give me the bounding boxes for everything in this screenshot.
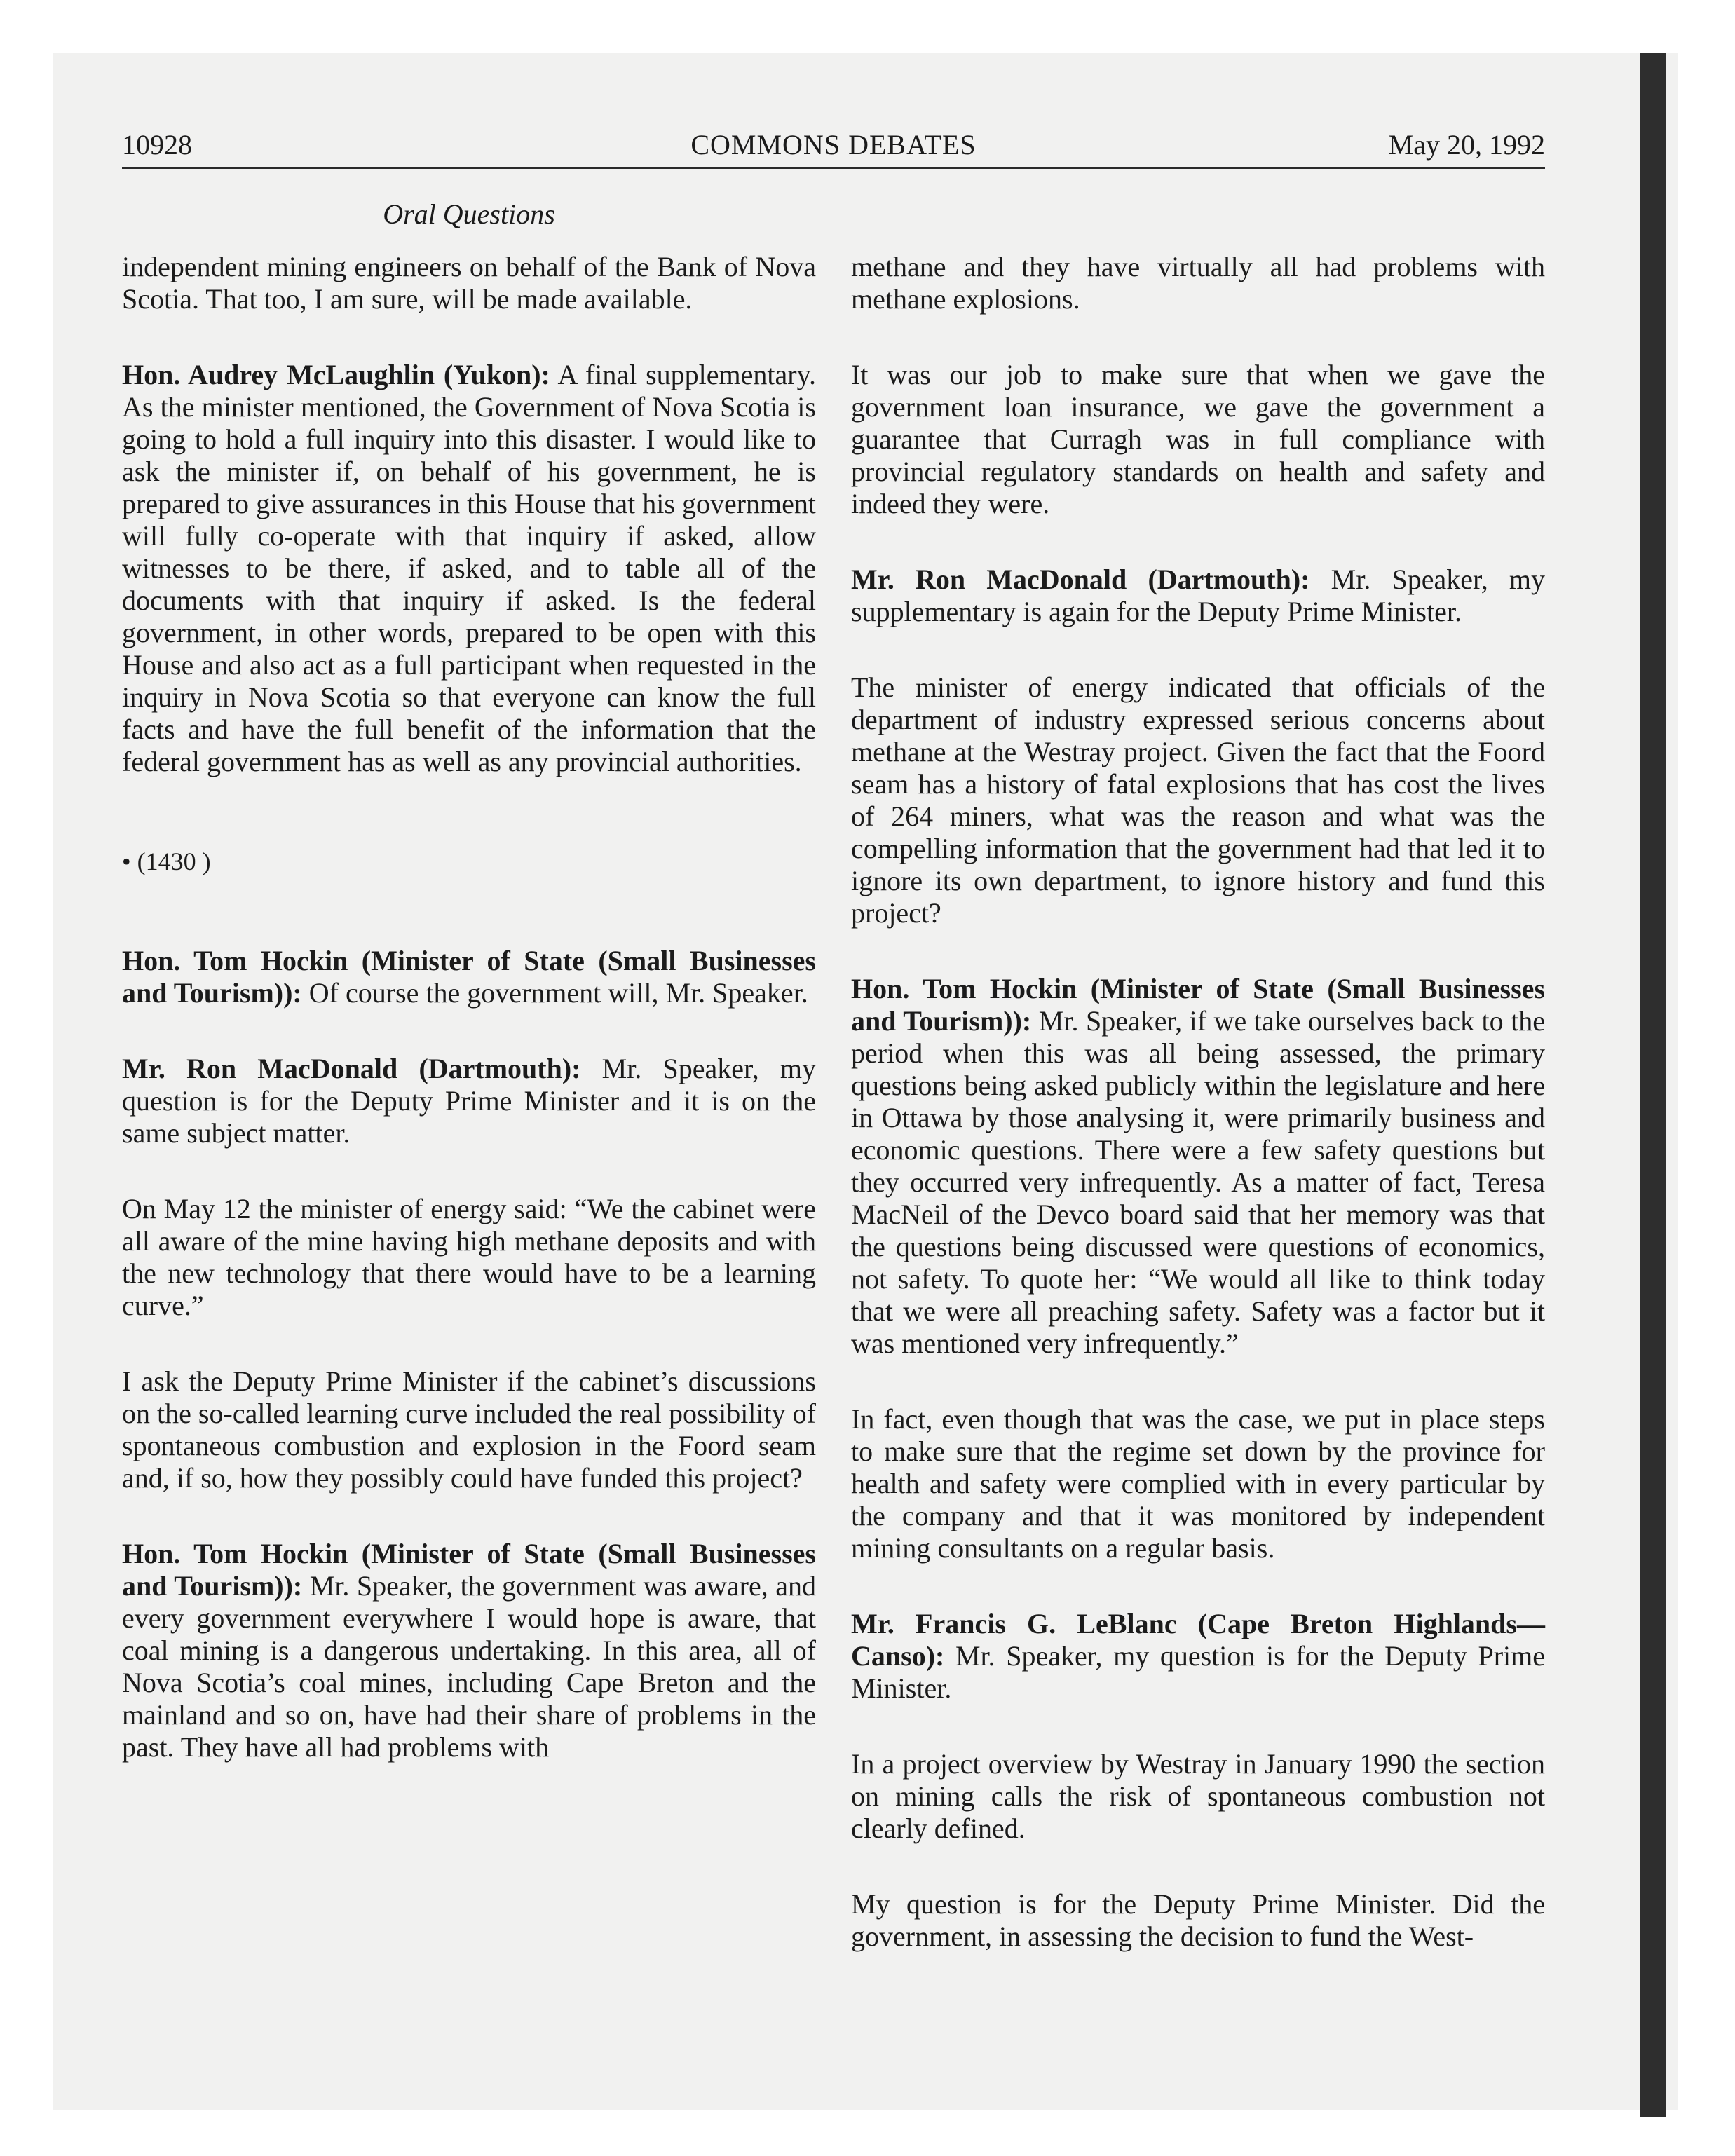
page-header [122, 123, 1545, 168]
paragraph [851, 1608, 1545, 1705]
header-rule [122, 167, 1545, 169]
speaker-name: Mr. Ron MacDonald (Dartmouth): [122, 1053, 581, 1084]
left-column [122, 251, 816, 1807]
paragraph: On May 12 the minister of energy said: “We the cabinet were all aware of the mine having high methane deposits and with the new technology that there would have to be a learning curve.” [122, 1193, 816, 1321]
speech-text: Mr. Speaker, my question is for the Deputy Prime Minister and it is on the same subject matter. [122, 1053, 816, 1149]
paragraph [122, 359, 816, 778]
section-label: Oral Questions [383, 198, 555, 230]
right-column [851, 251, 1545, 1996]
paragraph: independent mining engineers on behalf of the Bank of Nova Scotia. That too, I am sure, will be made available. [122, 251, 816, 315]
speaker-name: Mr. Francis G. LeBlanc (Cape Breton Highlands—Canso): [851, 1608, 1545, 1672]
paragraph: In fact, even though that was the case, we put in place steps to make sure that the regime set down by the province for health and safety were complied with in every particular by the company and that it was monitored by independent mining consultants on a regular basis. [851, 1403, 1545, 1564]
speech-text: Mr. Speaker, if we take ourselves back to the period when this was all being assessed, the primary questions being asked publicly within the legislature and here in Ottawa by those analysing it, were primarily business and economic questions. There were a few safety questions but they occurred very infrequently. As a matter of fact, Teresa MacNeil of the Devco board said that her memory was that the questions being discussed were questions of economics, not safety. To quote her: “We would all like to think today that we were all preaching safety. Safety was a factor but it was mentioned very infrequently.” [851, 1005, 1545, 1359]
speech-text: Of course the government will, Mr. Speaker. [301, 977, 808, 1009]
paragraph: methane and they have virtually all had problems with methane explosions. [851, 251, 1545, 315]
publication-date: May 20, 1992 [1388, 129, 1545, 161]
speaker-name: Hon. Tom Hockin (Minister of State (Small Businesses and Tourism)): [122, 1538, 816, 1602]
speaker-name: Hon. Tom Hockin (Minister of State (Small Businesses and Tourism)): [851, 973, 1545, 1037]
speaker-name: Hon. Tom Hockin (Minister of State (Small Businesses and Tourism)): [122, 945, 816, 1009]
page-number: 10928 [122, 129, 192, 161]
paragraph: My question is for the Deputy Prime Minister. Did the government, in assessing the decision to fund the West- [851, 1888, 1545, 1952]
speech-text: Mr. Speaker, the government was aware, and every government everywhere I would hope is aware, that coal mining is a dangerous undertaking. In this area, all of Nova Scotia’s coal mines, including Cape Breton and the mainland and so on, have had their share of problems in the past. They have all had problems with [122, 1570, 816, 1763]
paragraph [851, 973, 1545, 1360]
paragraph: I ask the Deputy Prime Minister if the cabinet’s discussions on the so-called learning curve included the real possibility of spontaneous combustion and explosion in the Foord seam and, if so, how they possibly could have funded this project? [122, 1365, 816, 1494]
paragraph: The minister of energy indicated that officials of the department of industry expressed serious concerns about methane at the Westray project. Given the fact that the Foord seam has a history of fatal explosions that has cost the lives of 264 miners, what was the reason and what was the compelling information that the government had that led it to ignore its own department, to ignore history and fund this project? [851, 671, 1545, 929]
publication-title: COMMONS DEBATES [690, 129, 977, 161]
paragraph: In a project overview by Westray in January 1990 the section on mining calls the risk of spontaneous combustion not clearly defined. [851, 1748, 1545, 1844]
speech-text: Mr. Speaker, my supplementary is again for the Deputy Prime Minister. [851, 564, 1545, 627]
paragraph [122, 1053, 816, 1149]
speech-text: A final supplementary. As the minister mentioned, the Government of Nova Scotia is going to hold a full inquiry into this disaster. I would like to ask the minister if, on behalf of his government, he is prepared to give assurances in this House that his government will fully co-operate with that inquiry if asked, allow witnesses to be there, if asked, and to table all of the documents with that inquiry if asked. Is the federal government, in other words, prepared to be open with this House and also act as a full participant when requested in the inquiry in Nova Scotia so that everyone can know the full facts and have the full benefit of the information that the federal government has as well as any provincial authorities. [122, 359, 816, 777]
speaker-name: Mr. Ron MacDonald (Dartmouth): [851, 564, 1310, 595]
paragraph [122, 1538, 816, 1763]
timestamp: • (1430 ) [122, 847, 211, 875]
paragraph: It was our job to make sure that when we gave the government loan insurance, we gave the government a guarantee that Curragh was in full compliance with provincial regulatory standards on health and safety and indeed they were. [851, 359, 1545, 519]
scan-edge-shadow [1640, 53, 1666, 2117]
paragraph [851, 564, 1545, 628]
speaker-name: Hon. Audrey McLaughlin (Yukon): [122, 359, 550, 390]
speech-text: Mr. Speaker, my question is for the Deputy Prime Minister. [851, 1640, 1545, 1704]
paragraph [122, 945, 816, 1009]
